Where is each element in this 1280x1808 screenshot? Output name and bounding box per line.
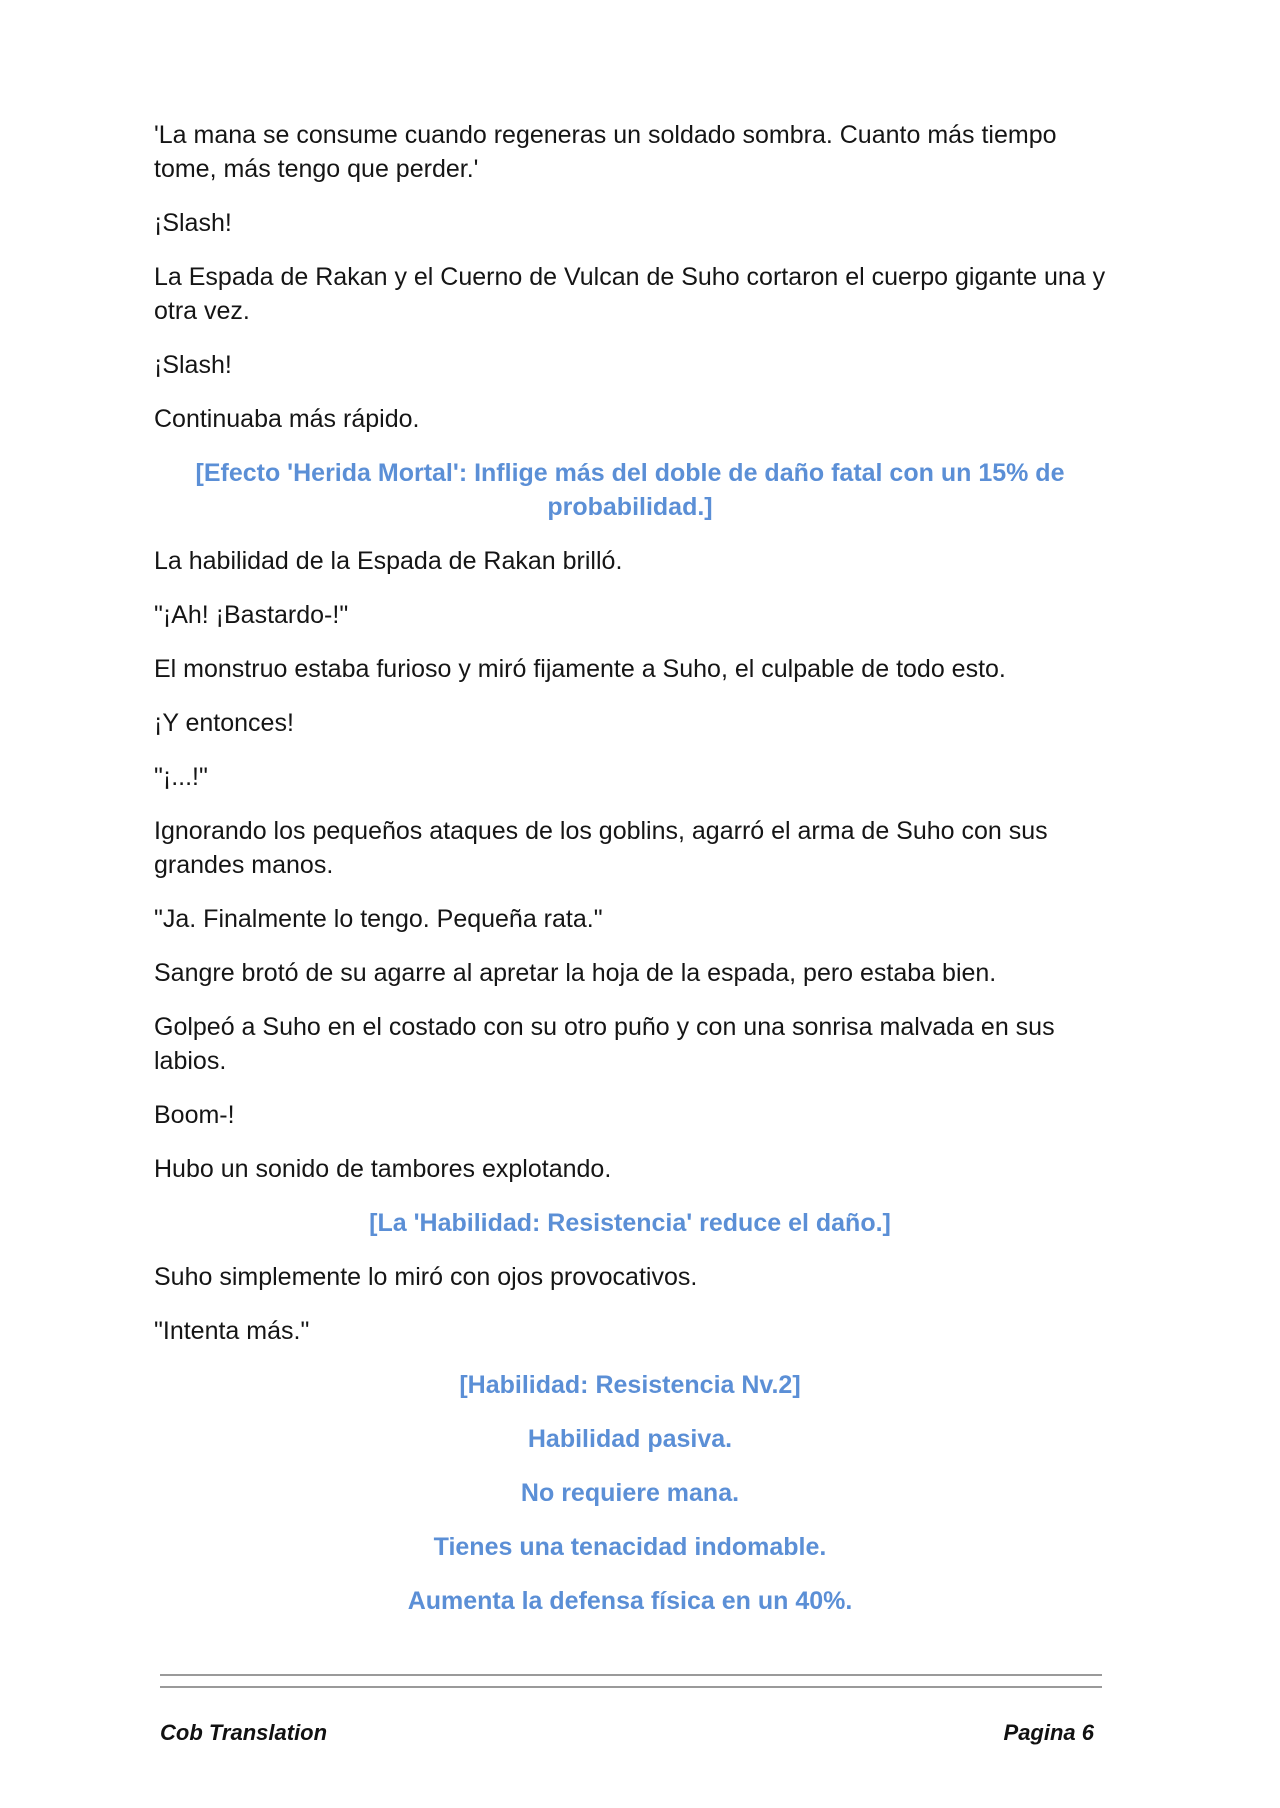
paragraph: La habilidad de la Espada de Rakan brilló.: [154, 547, 623, 575]
paragraph: "Intenta más.": [154, 1317, 310, 1345]
page-number: Pagina 6: [1003, 1720, 1094, 1745]
paragraph: Hubo un sonido de tambores explotando.: [154, 1155, 612, 1183]
paragraph: Sangre brotó de su agarre al apretar la hoja de la espada, pero estaba bien.: [154, 959, 997, 987]
paragraph: El monstruo estaba furioso y miró fijamente a Suho, el culpable de todo esto.: [154, 655, 1006, 683]
paragraph: "¡Ah! ¡Bastardo-!": [154, 601, 349, 629]
paragraph: ¡Y entonces!: [154, 709, 294, 737]
paragraph: Boom-!: [154, 1101, 235, 1129]
system-message: Habilidad pasiva.: [527, 1425, 733, 1453]
footer-credit: Cob Translation: [160, 1720, 328, 1745]
page-body: [154, 118, 1106, 1638]
paragraph: Suho simplemente lo miró con ojos provocativos.: [154, 1263, 698, 1291]
system-message: No requiere mana.: [520, 1479, 740, 1507]
paragraph: "Ja. Finalmente lo tengo. Pequeña rata.": [154, 905, 603, 933]
footer-rule-bottom: [160, 1686, 1102, 1688]
system-message: Aumenta la defensa física en un 40%.: [407, 1587, 853, 1615]
system-message: [Efecto 'Herida Mortal': Inflige más del doble de daño fatal con un 15% de probabilidad.]: [195, 459, 1065, 521]
footer-divider: [160, 1674, 1102, 1688]
system-message: Tienes una tenacidad indomable.: [433, 1533, 827, 1561]
footer-rule-top: [160, 1674, 1102, 1676]
paragraph: Continuaba más rápido.: [154, 405, 420, 433]
paragraph: La Espada de Rakan y el Cuerno de Vulcan de Suho cortaron el cuerpo gigante una y otra vez.: [154, 263, 1106, 325]
paragraph: ¡Slash!: [154, 351, 232, 379]
paragraph: Golpeó a Suho en el costado con su otro puño y con una sonrisa malvada en sus labios.: [154, 1013, 1055, 1075]
system-message: [La 'Habilidad: Resistencia' reduce el daño.]: [369, 1209, 891, 1237]
system-message-title: [Habilidad: Resistencia Nv.2]: [459, 1371, 801, 1399]
paragraph: ¡Slash!: [154, 209, 232, 237]
paragraph: "¡...!": [154, 763, 208, 791]
paragraph: 'La mana se consume cuando regeneras un soldado sombra. Cuanto más tiempo tome, más tengo que perder.': [154, 121, 1057, 183]
paragraph: Ignorando los pequeños ataques de los goblins, agarró el arma de Suho con sus grandes manos.: [154, 817, 1048, 879]
